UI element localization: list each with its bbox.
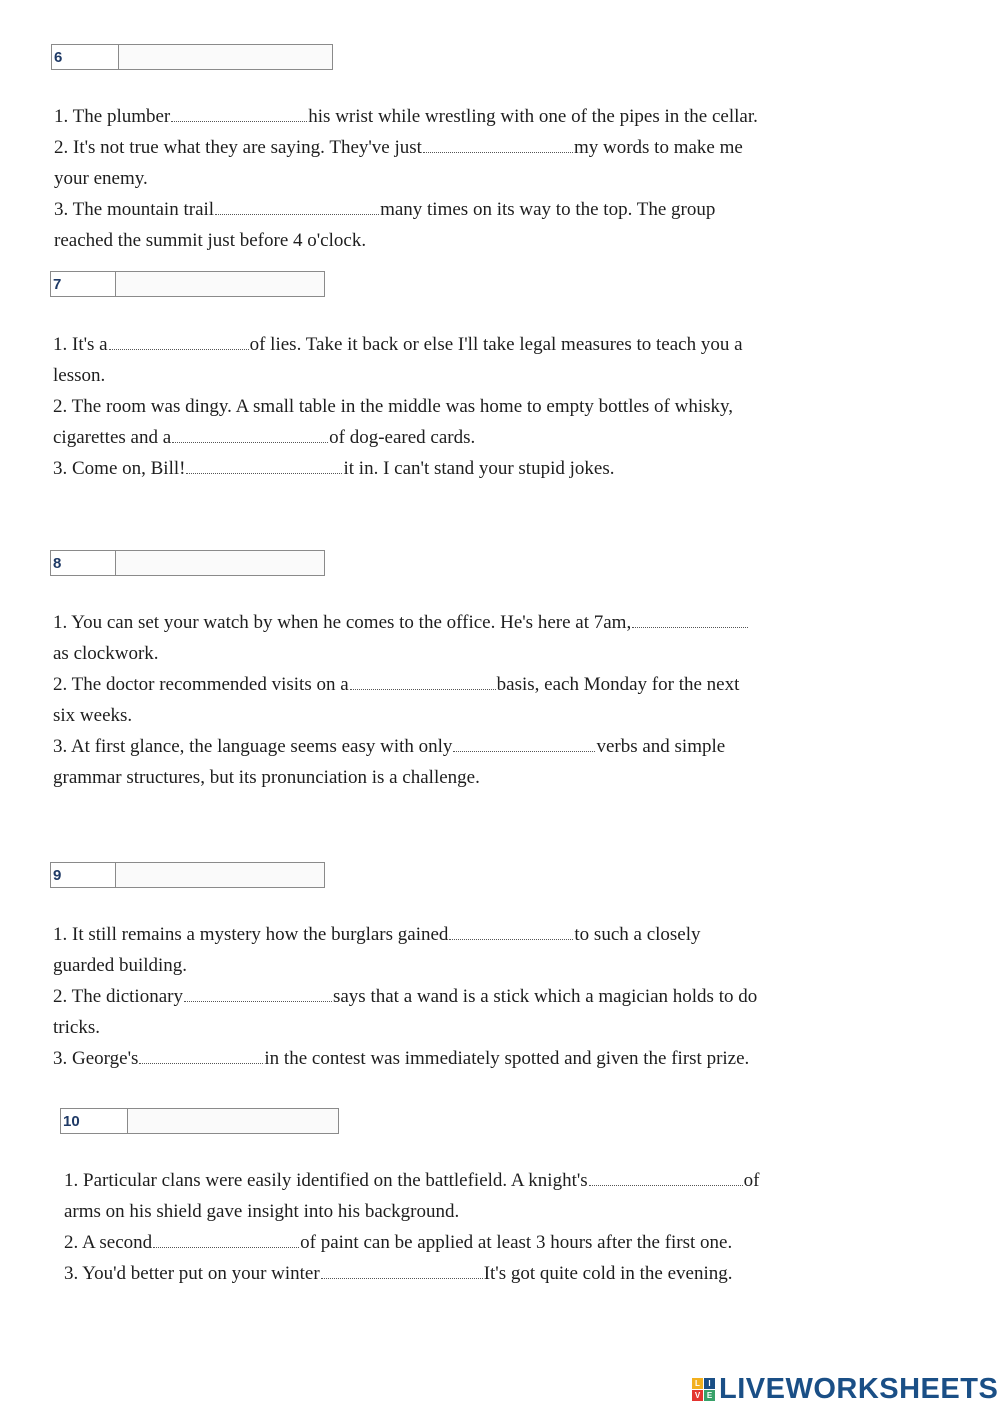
answer-field[interactable]	[116, 272, 324, 296]
blank-dots[interactable]	[589, 1167, 743, 1186]
sentence-line: tricks.	[53, 1017, 100, 1038]
exercise-number: 10	[61, 1109, 128, 1133]
sentence-line: 2. The room was dingy. A small table in the middle was home to empty bottles of whisky,	[53, 396, 734, 417]
exercise-10-text	[64, 1165, 760, 1289]
sentence-line: 3. The mountain trail many times on its way to the top. The group	[54, 194, 758, 225]
sentence-line: 3. At first glance, the language seems easy with only verbs and simple	[53, 731, 749, 762]
sentence-line: 3. Come on, Bill! it in. I can't stand your stupid jokes.	[53, 453, 743, 484]
sentence-line: six weeks.	[53, 705, 133, 726]
exercise-8-number-box	[50, 550, 325, 576]
exercise-9-number-box	[50, 862, 325, 888]
exercise-7-text	[53, 329, 743, 484]
sentence-line: reached the summit just before 4 o'clock.	[54, 230, 367, 251]
blank-dots[interactable]	[632, 609, 748, 628]
sentence-line: grammar structures, but its pronunciation is a challenge.	[53, 767, 480, 788]
sentence-line: your enemy.	[54, 168, 148, 189]
exercise-6-text	[54, 101, 758, 256]
answer-field[interactable]	[119, 45, 332, 69]
exercise-9-text	[53, 919, 757, 1074]
logo-text: LIVEWORKSHEETS	[719, 1372, 999, 1405]
blank-dots[interactable]	[321, 1260, 483, 1279]
sentence-line: lesson.	[53, 365, 106, 386]
blank-dots[interactable]	[186, 455, 342, 474]
sentence-line: as clockwork.	[53, 643, 159, 664]
exercise-number: 7	[51, 272, 116, 296]
sentence-line: 2. The dictionary says that a wand is a stick which a magician holds to do	[53, 981, 757, 1012]
blank-dots[interactable]	[139, 1045, 263, 1064]
sentence-line: 3. You'd better put on your winter It's got quite cold in the evening.	[64, 1258, 760, 1289]
sentence-line: guarded building.	[53, 955, 188, 976]
exercise-6-number-box	[51, 44, 333, 70]
blank-dots[interactable]	[153, 1229, 299, 1248]
answer-field[interactable]	[116, 551, 324, 575]
blank-dots[interactable]	[449, 921, 573, 940]
exercise-8-text	[53, 607, 749, 793]
blank-dots[interactable]	[172, 424, 328, 443]
answer-field[interactable]	[128, 1109, 338, 1133]
blank-dots[interactable]	[171, 103, 307, 122]
sentence-line: 1. It's a of lies. Take it back or else I'll take legal measures to teach you a	[53, 329, 743, 360]
sentence-line: 2. The doctor recommended visits on a basis, each Monday for the next	[53, 669, 749, 700]
sentence-line: 2. It's not true what they are saying. They've just my words to make me	[54, 132, 758, 163]
exercise-7-number-box	[50, 271, 325, 297]
sentence-line: arms on his shield gave insight into his background.	[64, 1201, 460, 1222]
logo-cube-icon: L I V E	[692, 1378, 715, 1401]
blank-dots[interactable]	[184, 983, 332, 1002]
blank-dots[interactable]	[453, 733, 595, 752]
sentence-line: 1. You can set your watch by when he comes to the office. He's here at 7am,	[53, 607, 749, 638]
exercise-10-number-box	[60, 1108, 339, 1134]
sentence-line: 3. George's in the contest was immediately spotted and given the first prize.	[53, 1043, 757, 1074]
blank-dots[interactable]	[109, 331, 249, 350]
blank-dots[interactable]	[350, 671, 496, 690]
answer-field[interactable]	[116, 863, 324, 887]
sentence-line: 1. Particular clans were easily identified on the battlefield. A knight's of	[64, 1165, 760, 1196]
blank-dots[interactable]	[423, 134, 573, 153]
blank-dots[interactable]	[215, 196, 379, 215]
sentence-line: cigarettes and a of dog-eared cards.	[53, 422, 743, 453]
exercise-number: 8	[51, 551, 116, 575]
exercise-number: 6	[52, 45, 119, 69]
sentence-line: 2. A second of paint can be applied at least 3 hours after the first one.	[64, 1227, 760, 1258]
sentence-line: 1. It still remains a mystery how the burglars gained to such a closely	[53, 919, 757, 950]
sentence-line: 1. The plumber his wrist while wrestling with one of the pipes in the cellar.	[54, 101, 758, 132]
exercise-number: 9	[51, 863, 116, 887]
liveworksheets-logo	[692, 1374, 998, 1404]
